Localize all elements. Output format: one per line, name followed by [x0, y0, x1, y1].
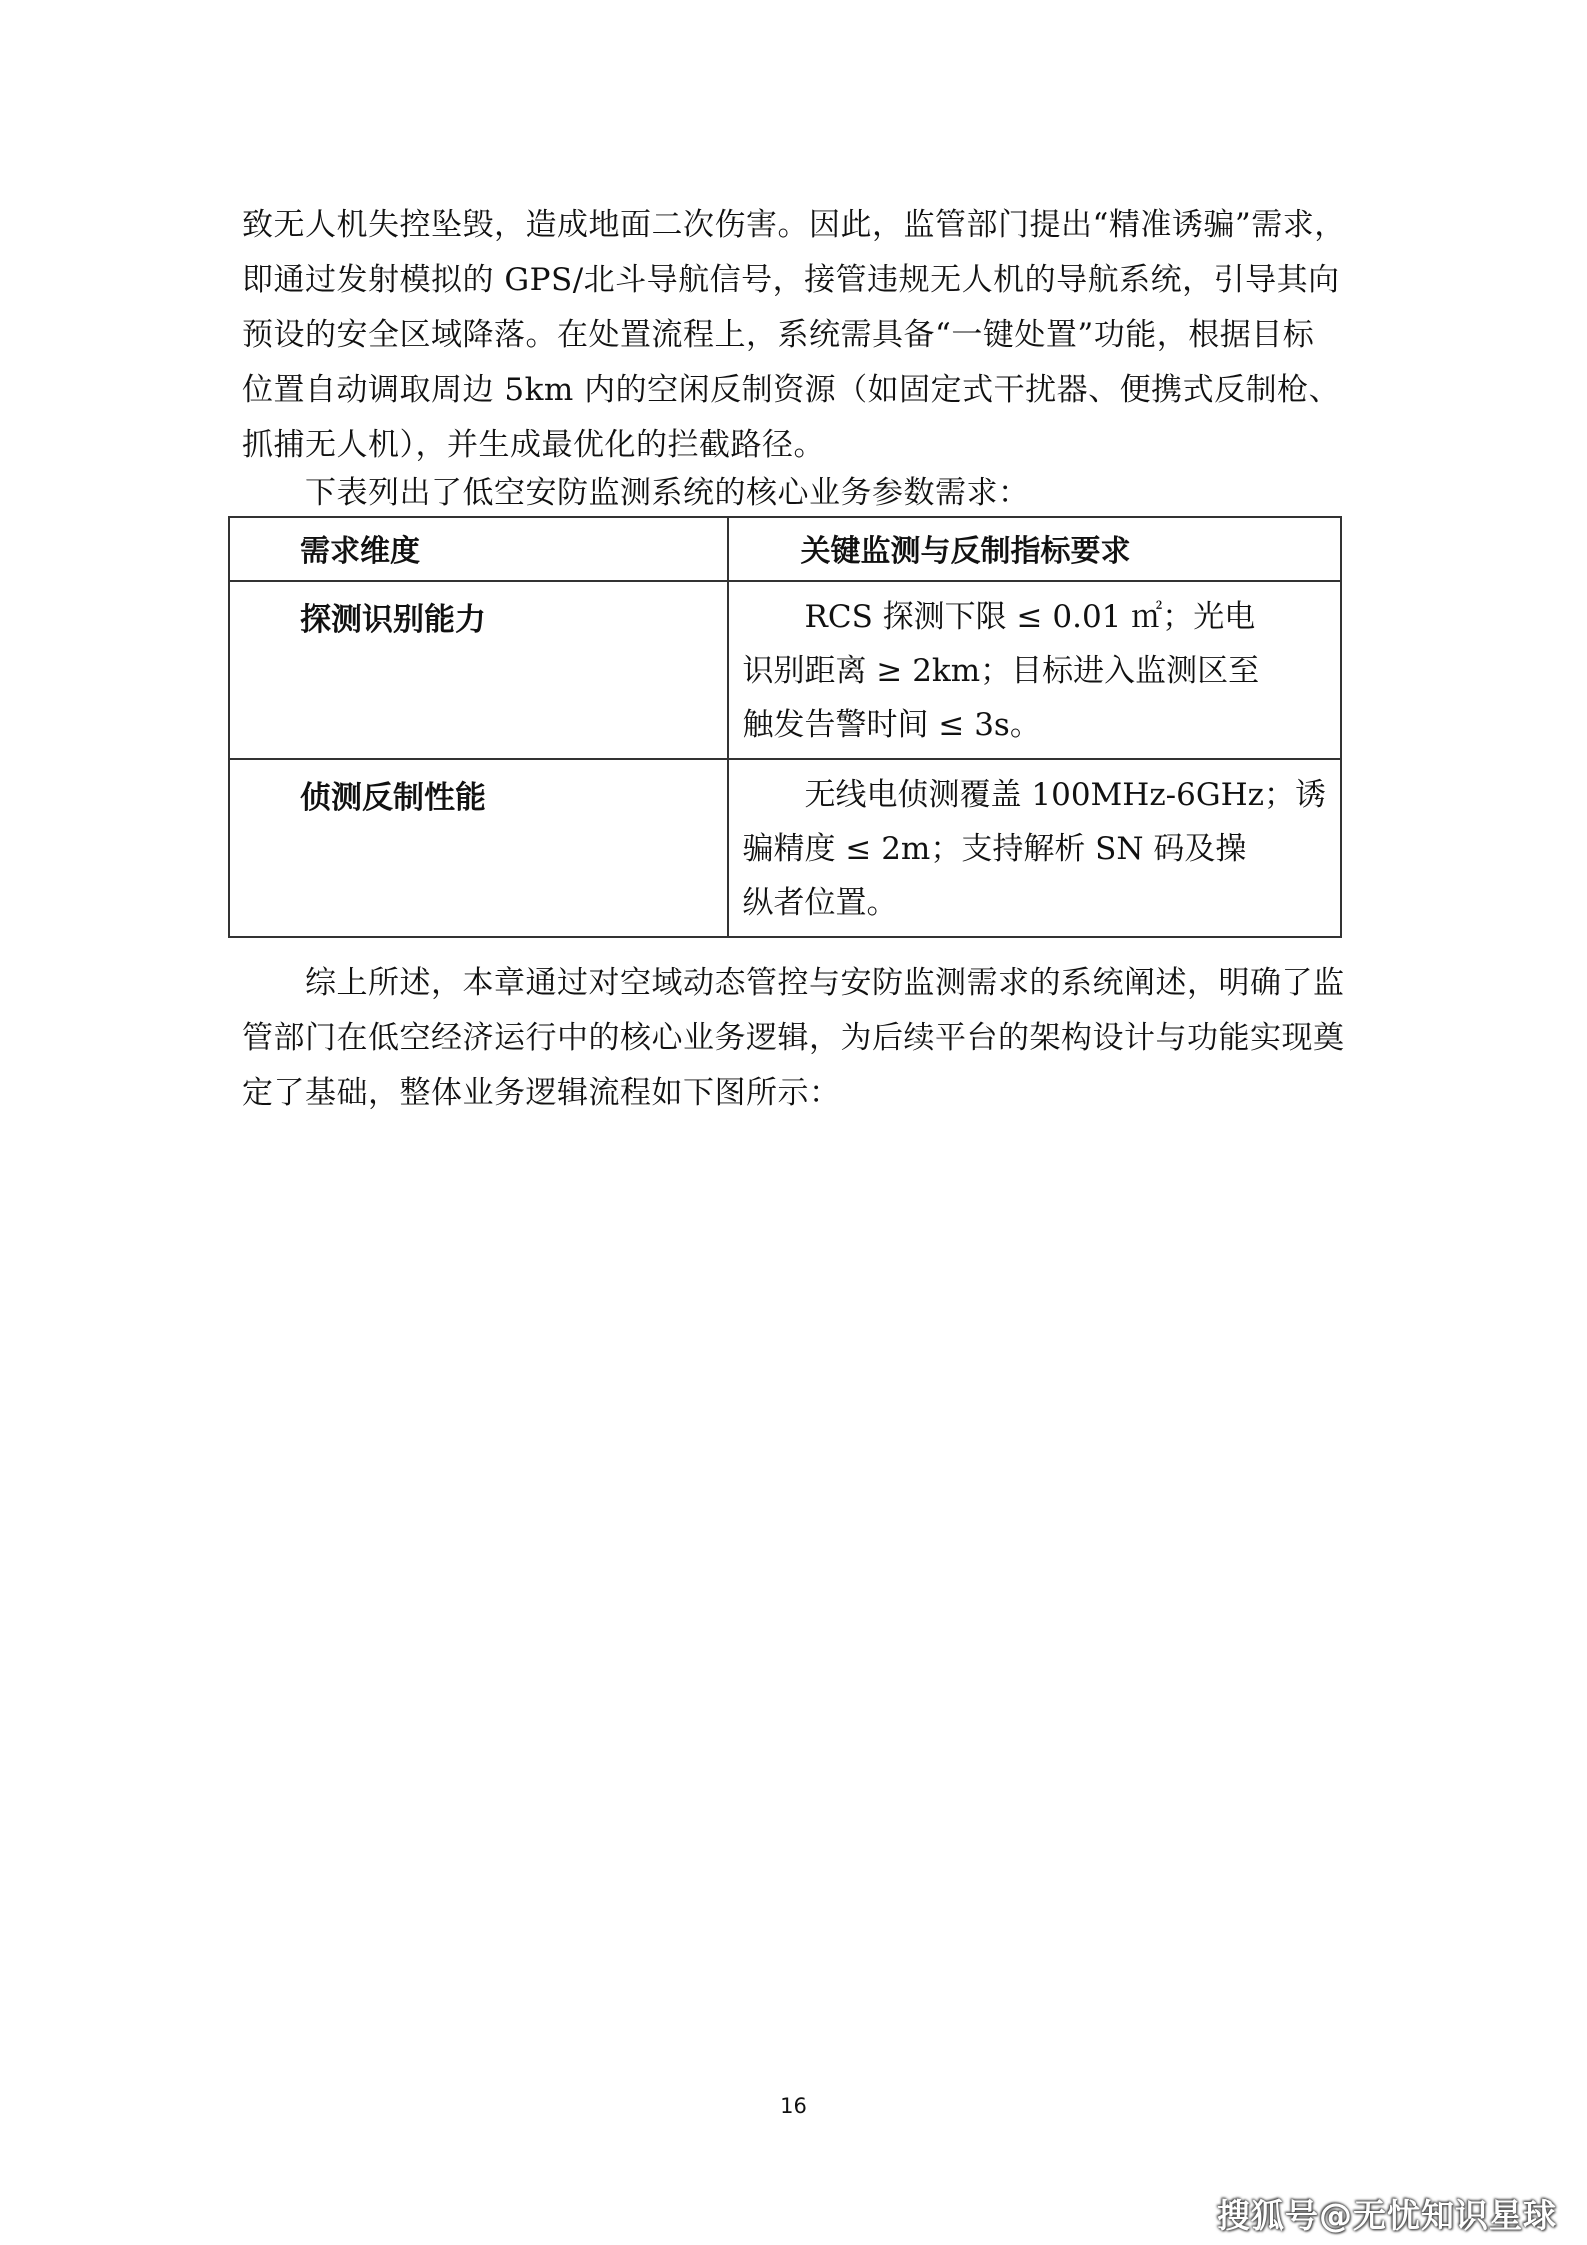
text-line: 管部门在低空经济运行中的核心业务逻辑，为后续平台的架构设计与功能实现奠	[242, 1020, 1345, 1056]
text-line: 预设的安全区域降落。在处置流程上，系统需具备“一键处置”功能，根据目标	[242, 317, 1315, 353]
table-cell-dimension: 探测识别能力	[229, 581, 728, 759]
table-row	[229, 759, 1341, 937]
page-number: 16	[780, 2094, 807, 2118]
text-line: 位置自动调取周边 5km 内的空闲反制资源（如固定式干扰器、便携式反制枪、	[242, 372, 1341, 408]
text-line: 综上所述，本章通过对空域动态管控与安防监测需求的系统阐述，明确了监	[242, 965, 1345, 1001]
paragraph-summary	[242, 956, 1354, 1121]
text-line: 定了基础，整体业务逻辑流程如下图所示：	[242, 1075, 841, 1111]
text-line: 无线电侦测覆盖 100MHz-6GHz；诱	[742, 777, 1326, 813]
table-header-dimension: 需求维度	[229, 517, 728, 581]
table-header-row	[229, 517, 1341, 581]
table-row	[229, 581, 1341, 759]
text-line: 骗精度 ≤ 2m；支持解析 SN 码及操	[742, 831, 1247, 867]
text-line: RCS 探测下限 ≤ 0.01 ㎡；光电	[742, 599, 1256, 635]
text-line: 致无人机失控坠毁，造成地面二次伤害。因此，监管部门提出“精准诱骗”需求，	[242, 207, 1346, 243]
text-line: 抓捕无人机），并生成最优化的拦截路径。	[242, 427, 825, 463]
paragraph-intro	[242, 198, 1354, 473]
text-line: 纵者位置。	[742, 885, 898, 921]
text-line: 识别距离 ≥ 2km；目标进入监测区至	[742, 653, 1260, 689]
table-cell-dimension: 侦测反制性能	[229, 759, 728, 937]
table-cell-requirement	[728, 581, 1341, 759]
text-line: 触发告警时间 ≤ 3s。	[742, 707, 1041, 743]
watermark: 搜狐号@无忧知识星球	[1217, 2196, 1557, 2235]
text-line: 下表列出了低空安防监测系统的核心业务参数需求：	[242, 475, 1030, 511]
paragraph-table-caption	[242, 466, 1354, 521]
table-cell-requirement	[728, 759, 1341, 937]
text-line: 即通过发射模拟的 GPS/北斗导航信号，接管违规无人机的导航系统，引导其向	[242, 262, 1340, 298]
table-header-requirement: 关键监测与反制指标要求	[728, 517, 1341, 581]
requirements-table	[228, 516, 1342, 938]
